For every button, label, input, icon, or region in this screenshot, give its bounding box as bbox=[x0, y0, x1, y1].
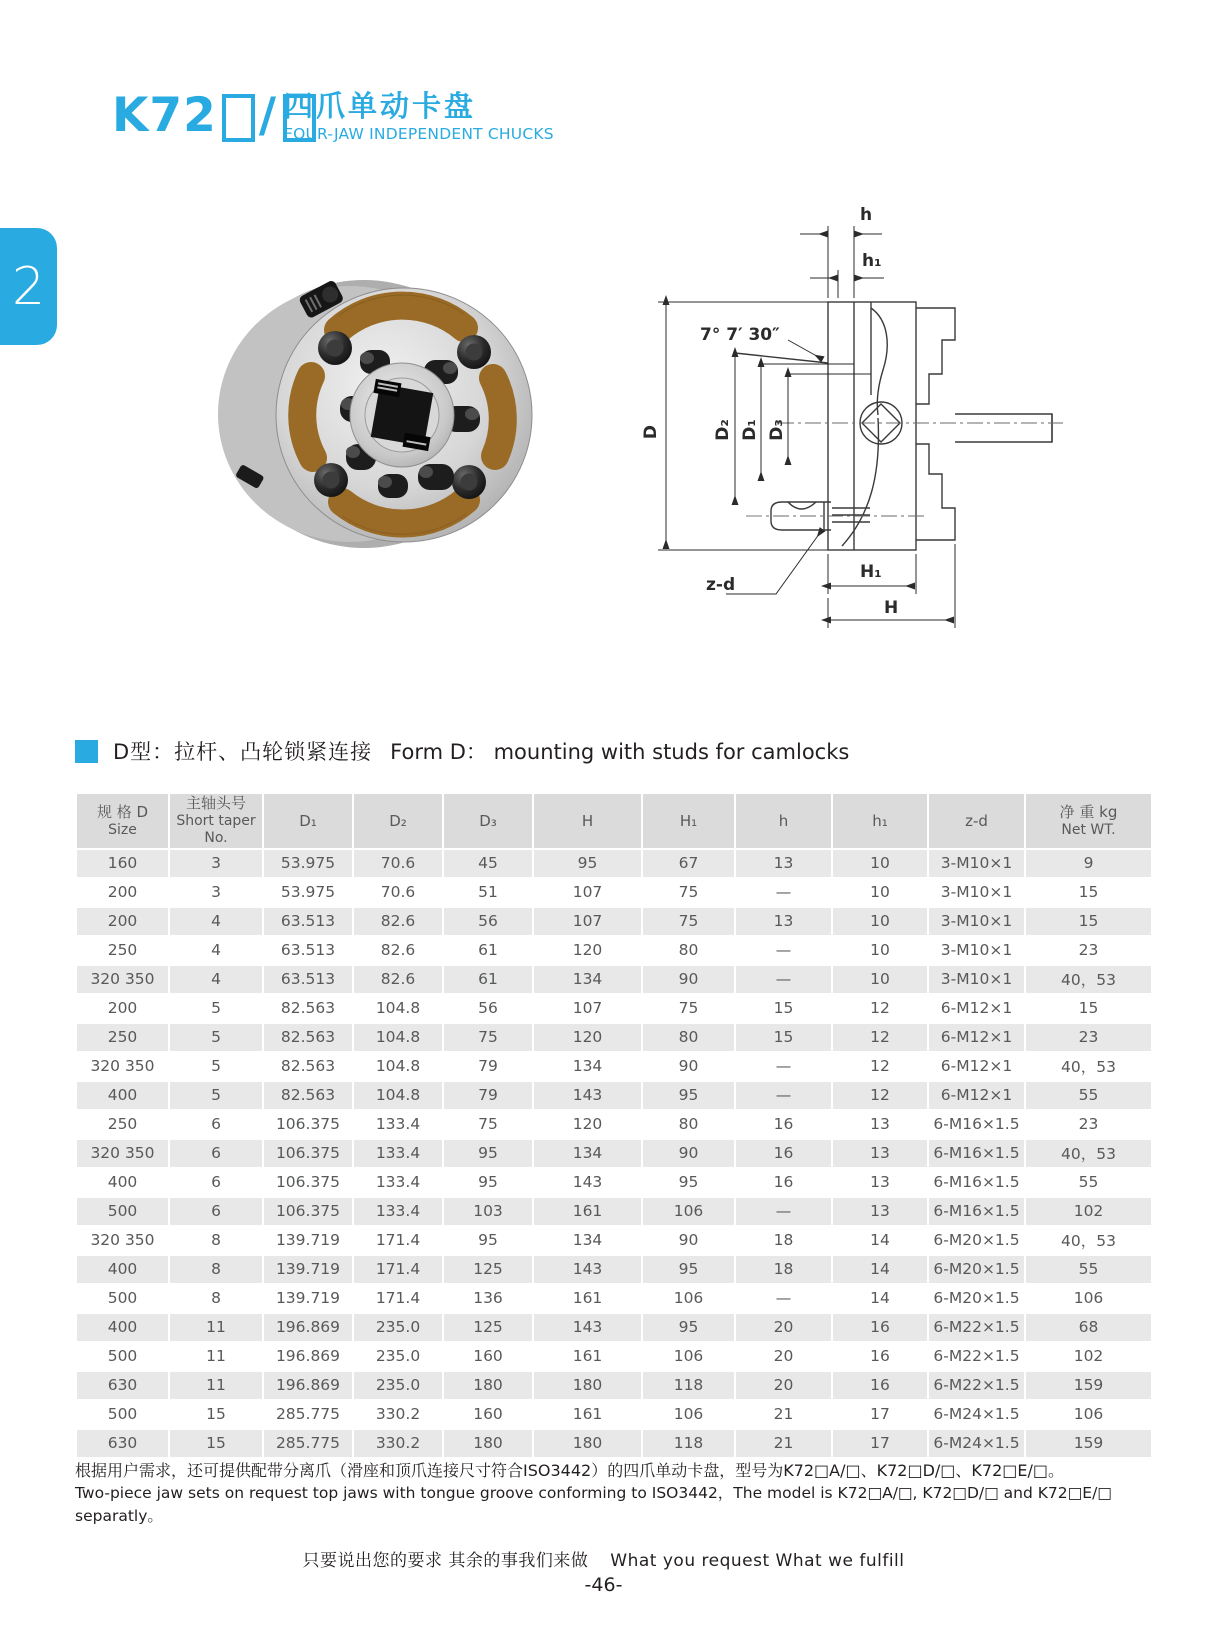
table-cell: 82.6 bbox=[353, 907, 443, 936]
section-title-zh: D型：拉杆、凸轮锁紧连接 bbox=[113, 740, 373, 764]
table-row bbox=[76, 1023, 1152, 1052]
table-cell: 16 bbox=[832, 1313, 928, 1342]
table-cell: 106 bbox=[642, 1284, 735, 1313]
table-cell: 3-M10×1 bbox=[928, 878, 1025, 907]
table-cell: 75 bbox=[642, 878, 735, 907]
product-title-en: FOUR-JAW INDEPENDENT CHUCKS bbox=[284, 125, 554, 143]
table-cell: 171.4 bbox=[353, 1226, 443, 1255]
table-cell: 5 bbox=[169, 994, 263, 1023]
table-cell: 40，53 bbox=[1025, 1052, 1152, 1081]
table-row bbox=[76, 1081, 1152, 1110]
spec-table bbox=[75, 792, 1153, 1459]
table-cell: 12 bbox=[832, 994, 928, 1023]
table-cell: 23 bbox=[1025, 1023, 1152, 1052]
table-cell: 106 bbox=[1025, 1284, 1152, 1313]
table-cell: 6-M16×1.5 bbox=[928, 1110, 1025, 1139]
table-cell: 235.0 bbox=[353, 1313, 443, 1342]
table-header-cell: D₁ bbox=[263, 793, 353, 849]
table-cell: 10 bbox=[832, 849, 928, 878]
table-cell: 40，53 bbox=[1025, 1226, 1152, 1255]
dim-label-H: H bbox=[884, 598, 899, 618]
table-cell: 15 bbox=[169, 1429, 263, 1458]
table-cell: 80 bbox=[642, 1023, 735, 1052]
table-cell: — bbox=[735, 1081, 832, 1110]
table-row bbox=[76, 1313, 1152, 1342]
table-cell: 20 bbox=[735, 1371, 832, 1400]
table-cell: 20 bbox=[735, 1342, 832, 1371]
table-cell: 12 bbox=[832, 1081, 928, 1110]
table-cell: 133.4 bbox=[353, 1110, 443, 1139]
section-title-en: Form D： mounting with studs for camlocks bbox=[390, 740, 850, 764]
table-cell: 106 bbox=[642, 1400, 735, 1429]
table-cell: 235.0 bbox=[353, 1342, 443, 1371]
table-cell: 330.2 bbox=[353, 1429, 443, 1458]
table-cell: 161 bbox=[533, 1400, 642, 1429]
table-cell: 18 bbox=[735, 1255, 832, 1284]
table-cell: 16 bbox=[832, 1342, 928, 1371]
table-cell: 95 bbox=[443, 1168, 533, 1197]
table-cell: 15 bbox=[735, 1023, 832, 1052]
spec-table-body bbox=[76, 849, 1152, 1458]
table-cell: 17 bbox=[832, 1429, 928, 1458]
chuck-photo bbox=[212, 268, 548, 560]
table-cell: 180 bbox=[443, 1429, 533, 1458]
table-cell: 16 bbox=[735, 1168, 832, 1197]
table-cell: 106.375 bbox=[263, 1110, 353, 1139]
table-cell: 285.775 bbox=[263, 1429, 353, 1458]
table-cell: 500 bbox=[76, 1197, 169, 1226]
table-header-cell: H bbox=[533, 793, 642, 849]
table-cell: 70.6 bbox=[353, 878, 443, 907]
dim-label-H1: H₁ bbox=[860, 562, 882, 582]
dim-label-D: D bbox=[641, 424, 661, 440]
table-header-row bbox=[76, 793, 1152, 849]
table-header-cell: 净 重 kg Net WT. bbox=[1025, 793, 1152, 849]
table-cell: 13 bbox=[832, 1168, 928, 1197]
table-cell: 75 bbox=[443, 1023, 533, 1052]
table-row bbox=[76, 1168, 1152, 1197]
table-cell: 95 bbox=[642, 1168, 735, 1197]
table-cell: 4 bbox=[169, 936, 263, 965]
table-cell: 136 bbox=[443, 1284, 533, 1313]
table-row bbox=[76, 1110, 1152, 1139]
table-cell: 6-M20×1.5 bbox=[928, 1226, 1025, 1255]
table-cell: 10 bbox=[832, 907, 928, 936]
table-cell: 18 bbox=[735, 1226, 832, 1255]
model-separator: / bbox=[258, 88, 277, 143]
table-cell: 63.513 bbox=[263, 907, 353, 936]
table-cell: 75 bbox=[642, 907, 735, 936]
table-cell: 6-M16×1.5 bbox=[928, 1197, 1025, 1226]
table-cell: 320 350 bbox=[76, 1139, 169, 1168]
table-cell: 14 bbox=[832, 1255, 928, 1284]
table-row bbox=[76, 1052, 1152, 1081]
table-cell: 21 bbox=[735, 1429, 832, 1458]
table-cell: — bbox=[735, 965, 832, 994]
table-cell: 14 bbox=[832, 1284, 928, 1313]
table-cell: 330.2 bbox=[353, 1400, 443, 1429]
table-cell: 63.513 bbox=[263, 936, 353, 965]
spec-table-head bbox=[76, 793, 1152, 849]
table-cell: 107 bbox=[533, 878, 642, 907]
note-zh: 根据用户需求，还可提供配带分离爪（滑座和顶爪连接尺寸符合ISO3442）的四爪单动卡盘，型号为K72□A/□、K72□D/□、K72□E/□。 bbox=[75, 1461, 1064, 1480]
table-cell: 95 bbox=[533, 849, 642, 878]
table-cell: 15 bbox=[1025, 907, 1152, 936]
table-row bbox=[76, 1197, 1152, 1226]
table-cell: 180 bbox=[533, 1429, 642, 1458]
table-cell: 161 bbox=[533, 1197, 642, 1226]
table-cell: 500 bbox=[76, 1400, 169, 1429]
table-cell: 200 bbox=[76, 994, 169, 1023]
table-cell: 6-M20×1.5 bbox=[928, 1284, 1025, 1313]
table-cell: 143 bbox=[533, 1255, 642, 1284]
table-cell: 118 bbox=[642, 1429, 735, 1458]
table-cell: 104.8 bbox=[353, 1052, 443, 1081]
section-header bbox=[75, 736, 849, 766]
table-cell: 630 bbox=[76, 1371, 169, 1400]
table-cell: 3-M10×1 bbox=[928, 965, 1025, 994]
table-cell: 80 bbox=[642, 936, 735, 965]
table-cell: 250 bbox=[76, 1023, 169, 1052]
table-cell: 107 bbox=[533, 994, 642, 1023]
table-cell: 171.4 bbox=[353, 1284, 443, 1313]
table-header-cell: 规 格 D Size bbox=[76, 793, 169, 849]
table-cell: 95 bbox=[642, 1255, 735, 1284]
table-header-cell: h bbox=[735, 793, 832, 849]
dim-label-D3: D₃ bbox=[767, 419, 787, 441]
table-cell: 139.719 bbox=[263, 1226, 353, 1255]
table-cell: 106.375 bbox=[263, 1197, 353, 1226]
dim-label-D2: D₂ bbox=[713, 419, 733, 441]
table-cell: 13 bbox=[735, 907, 832, 936]
table-cell: 6 bbox=[169, 1139, 263, 1168]
table-cell: 82.563 bbox=[263, 1052, 353, 1081]
table-cell: 15 bbox=[169, 1400, 263, 1429]
table-cell: 14 bbox=[832, 1226, 928, 1255]
table-cell: 171.4 bbox=[353, 1255, 443, 1284]
table-cell: 6-M12×1 bbox=[928, 1052, 1025, 1081]
dim-label-h1: h₁ bbox=[862, 251, 882, 271]
dim-label-zd: z-d bbox=[706, 575, 736, 595]
table-cell: 95 bbox=[642, 1313, 735, 1342]
table-cell: 118 bbox=[642, 1371, 735, 1400]
table-cell: 6-M16×1.5 bbox=[928, 1139, 1025, 1168]
table-cell: 160 bbox=[443, 1342, 533, 1371]
table-cell: 107 bbox=[533, 907, 642, 936]
table-cell: — bbox=[735, 1052, 832, 1081]
table-cell: 6-M24×1.5 bbox=[928, 1429, 1025, 1458]
table-cell: 79 bbox=[443, 1052, 533, 1081]
table-cell: 4 bbox=[169, 965, 263, 994]
table-cell: 90 bbox=[642, 965, 735, 994]
table-cell: 10 bbox=[832, 965, 928, 994]
table-cell: 55 bbox=[1025, 1081, 1152, 1110]
table-cell: 630 bbox=[76, 1429, 169, 1458]
table-cell: 500 bbox=[76, 1284, 169, 1313]
table-cell: 6-M22×1.5 bbox=[928, 1342, 1025, 1371]
table-cell: 5 bbox=[169, 1081, 263, 1110]
table-cell: 106 bbox=[642, 1197, 735, 1226]
table-cell: 6-M12×1 bbox=[928, 1023, 1025, 1052]
table-cell: 90 bbox=[642, 1052, 735, 1081]
table-cell: 13 bbox=[735, 849, 832, 878]
table-cell: 53.975 bbox=[263, 878, 353, 907]
table-cell: 250 bbox=[76, 936, 169, 965]
table-cell: 3-M10×1 bbox=[928, 907, 1025, 936]
table-cell: 160 bbox=[76, 849, 169, 878]
model-prefix: K72 bbox=[112, 88, 217, 143]
table-row bbox=[76, 907, 1152, 936]
table-cell: 75 bbox=[443, 1110, 533, 1139]
table-cell: 134 bbox=[533, 1052, 642, 1081]
table-cell: 104.8 bbox=[353, 1023, 443, 1052]
table-cell: 23 bbox=[1025, 1110, 1152, 1139]
table-cell: 285.775 bbox=[263, 1400, 353, 1429]
table-cell: 200 bbox=[76, 878, 169, 907]
table-row bbox=[76, 1139, 1152, 1168]
table-cell: 106.375 bbox=[263, 1168, 353, 1197]
table-cell: 5 bbox=[169, 1052, 263, 1081]
table-cell: 8 bbox=[169, 1255, 263, 1284]
table-cell: 102 bbox=[1025, 1342, 1152, 1371]
table-cell: 70.6 bbox=[353, 849, 443, 878]
table-cell: 196.869 bbox=[263, 1342, 353, 1371]
table-cell: 143 bbox=[533, 1313, 642, 1342]
table-cell: 180 bbox=[533, 1371, 642, 1400]
table-row bbox=[76, 1284, 1152, 1313]
table-cell: 320 350 bbox=[76, 1226, 169, 1255]
table-cell: 13 bbox=[832, 1110, 928, 1139]
table-cell: — bbox=[735, 878, 832, 907]
table-cell: 500 bbox=[76, 1342, 169, 1371]
table-row bbox=[76, 936, 1152, 965]
table-cell: 106.375 bbox=[263, 1139, 353, 1168]
table-cell: 15 bbox=[1025, 878, 1152, 907]
footer-slogan-zh: 只要说出您的要求 其余的事我们来做 bbox=[302, 1551, 589, 1571]
table-cell: 61 bbox=[443, 936, 533, 965]
table-cell: 56 bbox=[443, 994, 533, 1023]
table-cell: 6-M20×1.5 bbox=[928, 1255, 1025, 1284]
table-cell: 125 bbox=[443, 1255, 533, 1284]
table-cell: 106 bbox=[1025, 1400, 1152, 1429]
table-cell: 4 bbox=[169, 907, 263, 936]
table-cell: 320 350 bbox=[76, 965, 169, 994]
table-cell: 11 bbox=[169, 1371, 263, 1400]
table-cell: 23 bbox=[1025, 936, 1152, 965]
table-cell: — bbox=[735, 936, 832, 965]
table-cell: 106 bbox=[642, 1342, 735, 1371]
table-cell: 55 bbox=[1025, 1255, 1152, 1284]
table-cell: 133.4 bbox=[353, 1168, 443, 1197]
table-cell: 160 bbox=[443, 1400, 533, 1429]
table-cell: 12 bbox=[832, 1023, 928, 1052]
table-row bbox=[76, 1226, 1152, 1255]
table-cell: 55 bbox=[1025, 1168, 1152, 1197]
table-cell: 159 bbox=[1025, 1429, 1152, 1458]
table-cell: 235.0 bbox=[353, 1371, 443, 1400]
table-cell: 40，53 bbox=[1025, 965, 1152, 994]
table-cell: 90 bbox=[642, 1226, 735, 1255]
table-cell: 82.6 bbox=[353, 965, 443, 994]
table-cell: 13 bbox=[832, 1197, 928, 1226]
table-cell: 90 bbox=[642, 1139, 735, 1168]
footer-slogan-en: What you request What we fulfill bbox=[610, 1551, 905, 1571]
table-cell: 12 bbox=[832, 1052, 928, 1081]
table-cell: 196.869 bbox=[263, 1371, 353, 1400]
table-cell: 400 bbox=[76, 1313, 169, 1342]
table-cell: 56 bbox=[443, 907, 533, 936]
table-row bbox=[76, 849, 1152, 878]
table-cell: 3-M10×1 bbox=[928, 936, 1025, 965]
table-cell: 139.719 bbox=[263, 1255, 353, 1284]
product-title-zh: 四爪单动卡盘 bbox=[284, 89, 477, 123]
table-cell: 95 bbox=[443, 1226, 533, 1255]
page-number: -46- bbox=[584, 1574, 623, 1596]
table-cell: 6-M22×1.5 bbox=[928, 1313, 1025, 1342]
table-cell: 196.869 bbox=[263, 1313, 353, 1342]
table-cell: 6-M12×1 bbox=[928, 1081, 1025, 1110]
table-cell: 17 bbox=[832, 1400, 928, 1429]
table-row bbox=[76, 1371, 1152, 1400]
technical-drawing bbox=[628, 190, 1173, 645]
table-cell: 82.6 bbox=[353, 936, 443, 965]
table-cell: 3-M10×1 bbox=[928, 849, 1025, 878]
table-cell: 95 bbox=[443, 1139, 533, 1168]
table-cell: 16 bbox=[735, 1110, 832, 1139]
table-cell: 104.8 bbox=[353, 1081, 443, 1110]
table-cell: 15 bbox=[735, 994, 832, 1023]
table-cell: 133.4 bbox=[353, 1139, 443, 1168]
table-cell: 400 bbox=[76, 1255, 169, 1284]
note-en: Two-piece jaw sets on request top jaws with tongue groove conforming to ISO3442，The model is K72□A/□, K72□D/□ and K72□E/□ separatly。 bbox=[75, 1484, 1112, 1525]
table-cell: 139.719 bbox=[263, 1284, 353, 1313]
table-cell: 10 bbox=[832, 936, 928, 965]
table-cell: 13 bbox=[832, 1139, 928, 1168]
table-cell: 61 bbox=[443, 965, 533, 994]
table-cell: 75 bbox=[642, 994, 735, 1023]
table-cell: 6-M24×1.5 bbox=[928, 1400, 1025, 1429]
table-row bbox=[76, 1429, 1152, 1458]
table-cell: 143 bbox=[533, 1168, 642, 1197]
table-cell: 68 bbox=[1025, 1313, 1152, 1342]
table-cell: 6-M16×1.5 bbox=[928, 1168, 1025, 1197]
table-cell: 400 bbox=[76, 1081, 169, 1110]
table-header-cell: h₁ bbox=[832, 793, 928, 849]
table-cell: 6 bbox=[169, 1197, 263, 1226]
footer-slogan bbox=[0, 1546, 1207, 1571]
table-cell: 102 bbox=[1025, 1197, 1152, 1226]
drawing-dimensions bbox=[658, 226, 955, 628]
table-cell: 120 bbox=[533, 1023, 642, 1052]
table-cell: 103 bbox=[443, 1197, 533, 1226]
table-cell: 6 bbox=[169, 1110, 263, 1139]
table-cell: 143 bbox=[533, 1081, 642, 1110]
table-cell: 200 bbox=[76, 907, 169, 936]
table-cell: 40，53 bbox=[1025, 1139, 1152, 1168]
dim-label-D1: D₁ bbox=[740, 419, 760, 441]
table-cell: 133.4 bbox=[353, 1197, 443, 1226]
model-placeholder-box-icon bbox=[222, 94, 255, 142]
table-row bbox=[76, 1255, 1152, 1284]
chapter-number: 2 bbox=[11, 256, 46, 317]
table-cell: 5 bbox=[169, 1023, 263, 1052]
table-header-cell: H₁ bbox=[642, 793, 735, 849]
table-cell: 21 bbox=[735, 1400, 832, 1429]
table-cell: 9 bbox=[1025, 849, 1152, 878]
table-cell: 6-M22×1.5 bbox=[928, 1371, 1025, 1400]
table-cell: 51 bbox=[443, 878, 533, 907]
table-cell: 134 bbox=[533, 1226, 642, 1255]
table-cell: — bbox=[735, 1197, 832, 1226]
table-cell: 8 bbox=[169, 1226, 263, 1255]
table-cell: 45 bbox=[443, 849, 533, 878]
section-marker-icon bbox=[75, 740, 98, 763]
table-cell: 16 bbox=[735, 1139, 832, 1168]
table-cell: 134 bbox=[533, 965, 642, 994]
chapter-tab bbox=[0, 228, 57, 345]
table-cell: 250 bbox=[76, 1110, 169, 1139]
table-header-cell: 主轴头号 Short taper No. bbox=[169, 793, 263, 849]
table-cell: 11 bbox=[169, 1342, 263, 1371]
dim-label-h: h bbox=[860, 205, 873, 225]
table-cell: 400 bbox=[76, 1168, 169, 1197]
table-cell: 63.513 bbox=[263, 965, 353, 994]
table-cell: 67 bbox=[642, 849, 735, 878]
table-cell: 8 bbox=[169, 1284, 263, 1313]
table-cell: 82.563 bbox=[263, 1081, 353, 1110]
table-cell: 180 bbox=[443, 1371, 533, 1400]
table-header-cell: z-d bbox=[928, 793, 1025, 849]
table-cell: 3 bbox=[169, 878, 263, 907]
table-cell: 125 bbox=[443, 1313, 533, 1342]
table-cell: 95 bbox=[642, 1081, 735, 1110]
table-cell: — bbox=[735, 1284, 832, 1313]
notes bbox=[75, 1459, 1165, 1528]
table-cell: 11 bbox=[169, 1313, 263, 1342]
table-row bbox=[76, 1342, 1152, 1371]
table-cell: 79 bbox=[443, 1081, 533, 1110]
dim-label-angle: 7° 7′ 30″ bbox=[700, 325, 780, 345]
table-row bbox=[76, 965, 1152, 994]
table-cell: 6 bbox=[169, 1168, 263, 1197]
table-cell: 320 350 bbox=[76, 1052, 169, 1081]
table-row bbox=[76, 994, 1152, 1023]
table-cell: 10 bbox=[832, 878, 928, 907]
table-cell: 161 bbox=[533, 1342, 642, 1371]
table-cell: 159 bbox=[1025, 1371, 1152, 1400]
table-cell: 3 bbox=[169, 849, 263, 878]
table-cell: 134 bbox=[533, 1139, 642, 1168]
table-cell: 82.563 bbox=[263, 1023, 353, 1052]
table-cell: 104.8 bbox=[353, 994, 443, 1023]
table-row bbox=[76, 1400, 1152, 1429]
table-row bbox=[76, 878, 1152, 907]
table-header-cell: D₃ bbox=[443, 793, 533, 849]
table-header-cell: D₂ bbox=[353, 793, 443, 849]
table-cell: 53.975 bbox=[263, 849, 353, 878]
table-cell: 120 bbox=[533, 936, 642, 965]
table-cell: 161 bbox=[533, 1284, 642, 1313]
table-cell: 16 bbox=[832, 1371, 928, 1400]
table-cell: 82.563 bbox=[263, 994, 353, 1023]
table-cell: 80 bbox=[642, 1110, 735, 1139]
table-cell: 120 bbox=[533, 1110, 642, 1139]
table-cell: 6-M12×1 bbox=[928, 994, 1025, 1023]
table-cell: 20 bbox=[735, 1313, 832, 1342]
table-cell: 15 bbox=[1025, 994, 1152, 1023]
